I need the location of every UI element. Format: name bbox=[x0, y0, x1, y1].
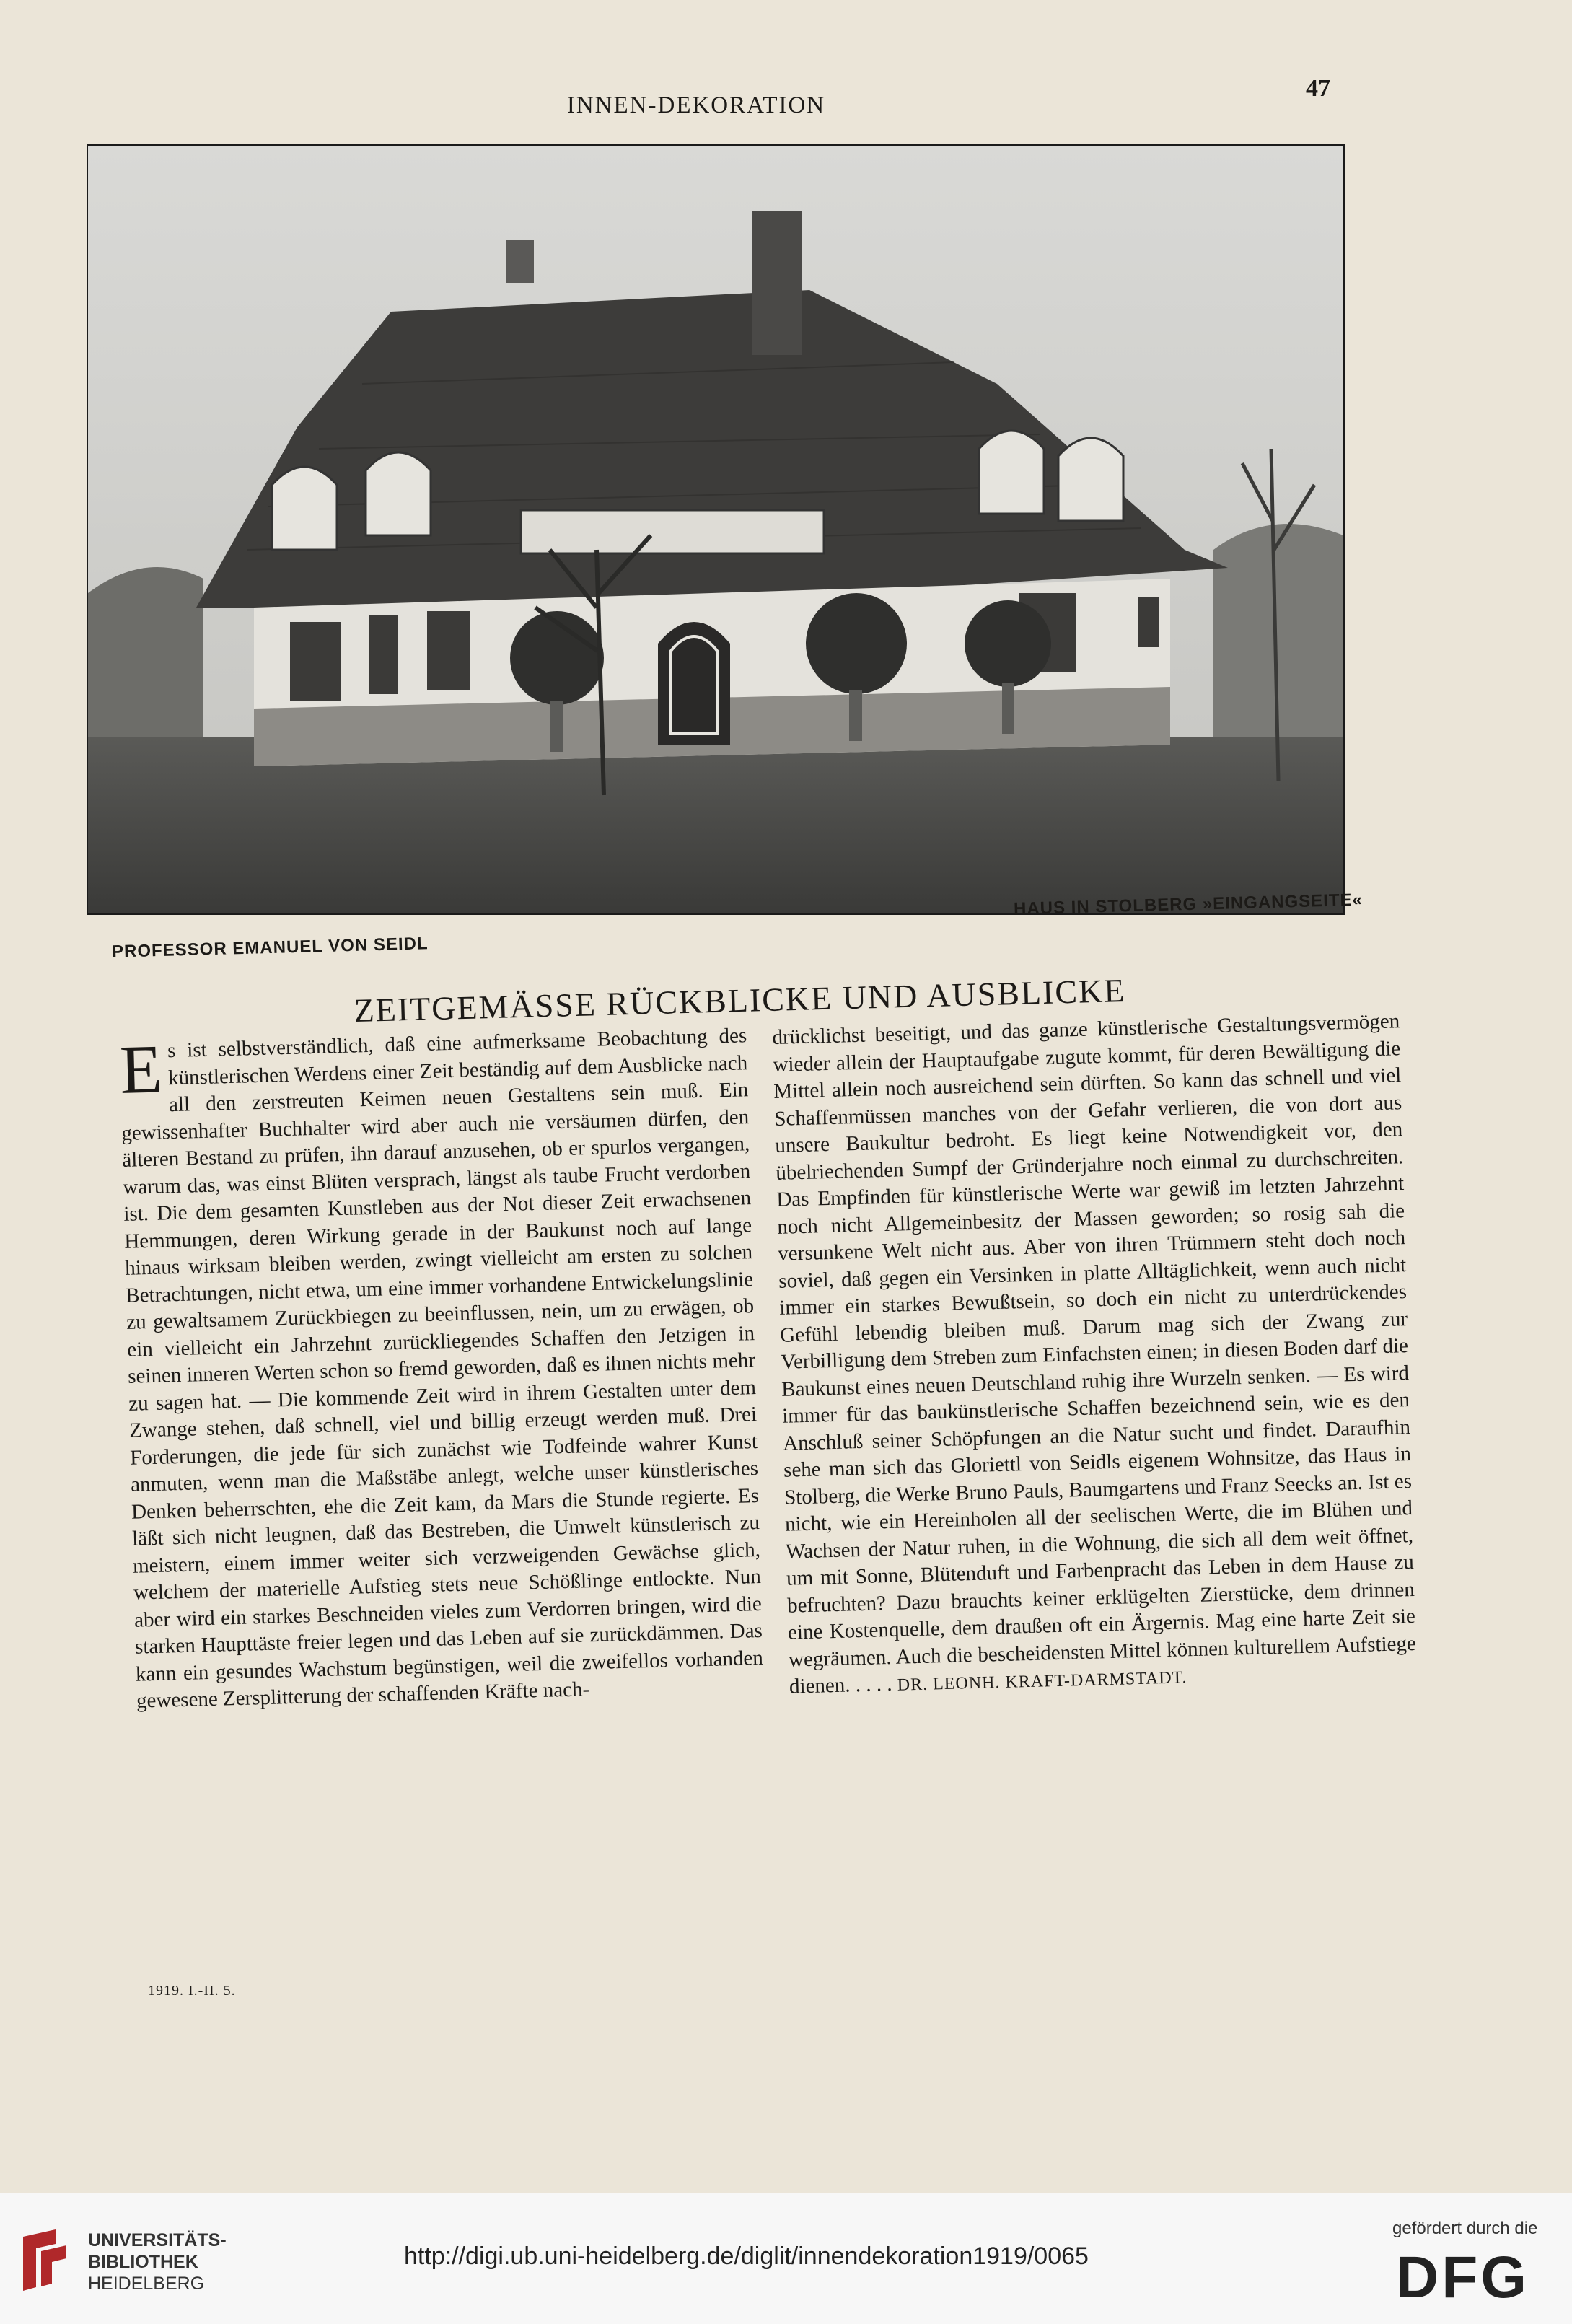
library-footer bbox=[0, 2193, 1572, 2324]
photo-caption-title: HAUS IN STOLBERG »EINGANGSEITE« bbox=[1013, 890, 1364, 919]
house-photograph bbox=[87, 144, 1345, 915]
institution-line-3: HEIDELBERG bbox=[88, 2273, 205, 2294]
permalink-url[interactable]: http://digi.ub.uni-heidelberg.de/diglit/innendekoration1919/0065 bbox=[404, 2242, 1089, 2270]
article-column-left bbox=[119, 1022, 764, 1715]
institution-name bbox=[88, 2229, 227, 2294]
issue-mark: 1919. I.-II. 5. bbox=[148, 1983, 236, 1999]
institution-line-1: UNIVERSITÄTS- bbox=[88, 2230, 227, 2250]
article-column-right bbox=[772, 1008, 1417, 1702]
page-number: 47 bbox=[1306, 75, 1330, 102]
funder-text: gefördert durch die bbox=[1392, 2219, 1538, 2238]
university-library-logo-icon bbox=[16, 2226, 74, 2294]
running-head: INNEN-DEKORATION bbox=[566, 92, 826, 118]
drop-cap: E bbox=[118, 1030, 164, 1108]
dfg-logo: DFG bbox=[1396, 2245, 1530, 2310]
author-signature: DR. LEONH. KRAFT-DARMSTADT. bbox=[897, 1668, 1187, 1695]
photo-caption-architect: PROFESSOR EMANUEL VON SEIDL bbox=[111, 934, 429, 962]
house-illustration bbox=[88, 146, 1343, 913]
article-title: ZEITGEMÄSSE RÜCKBLICKE UND AUSBLICKE bbox=[354, 971, 1126, 1029]
institution-line-2: BIBLIOTHEK bbox=[88, 2252, 198, 2272]
right-column-text: drücklichst beseitigt, und das ganze künstlerische Gestaltungsvermögen wieder allein der Hauptaufgabe zugute kommt, für deren Bewältigung die Mittel allein noch ausreichend sein dürften. So kann das schnell und viel Schaffenmüssen manches von der Gefahr verlieren, die von dort aus unsere Baukultur bedroht. Es liegt keine Notwendigkeit vor, den übelriechenden Sumpf der Gründerjahre noch einmal zu durchschreiten. Das Empfinden für künstlerische Werte war gewiß im letzten Jahrzehnt noch nicht Allgemeinbesitz der Massen geworden; so rosig sah die versunkene Welt nicht aus. Aber von ihren Trümmern steht doch noch soviel, daß gegen ein Versinken in platte Alltäglichkeit, wenn auch nicht immer ein starkes Bewußtsein, so doch ein nicht zu unterdrückendes Gefühl lebendig bleiben muß. Darum mag sich der Zwang zur Verbilligung dem Streben zum Einfachsten einen; in diesen Boden darf die Baukunst eines neuen Deutschland ruhig ihre Wurzeln senken. — Es wird immer für das baukünstlerische Schaffen bezeichnend sein, wie es den Anschluß seiner Schöpfungen an die Natur sucht und findet. Daraufhin sehe man sich das Gloriettl von Seidls eigenem Wohnsitze, das Haus in Stolberg, die Werke Bruno Pauls, Baumgartens und Franz Seecks an. Ist es nicht, wie ein Hereinholen all der seelischen Werte, die im Blühen und Wachsen der Natur ruhen, in die Wohnung, die sich all dem weit öffnet, um mit Sonne, Blütenduft und Farbenpracht das Leben in dem Hause zu befruchten? Dazu brauchts keiner erklügelten Zierstücke, dem drinnen eine Kostenquelle, dem draußen oft ein Ärgernis. Mag eine harte Zeit sie wegräumen. Auch die bescheidensten Mittel können kulturellem Aufstiege dienen. . . . . bbox=[772, 1009, 1417, 1698]
left-column-text: s ist selbstverständlich, daß eine aufmerksame Beobachtung des künstlerischen Werdens einer Zeit beständig auf dem Ausblicke nach all den zerstreuten Keimen neuen Gestaltens sein muß. Ein gewissenhafter Buchhalter wird aber auch nie versäumen dürfen, den älteren Bestand zu prüfen, ihn darauf anzusehen, ob er spurlos vergangen, warum das, was einst Blüten versprach, längst als taube Frucht verdorben ist. Die dem gesamten Kunstleben aus der Not dieser Zeit erwachsenen Hemmungen, deren Wirkung gerade in der Baukunst noch auf lange hinaus wirksam bleiben werden, zwingt vielleicht am ersten zu solchen Betrachtungen, nicht etwa, um eine immer vorhandene Entwickelungslinie zu gewaltsamem Zurückbiegen zu beeinflussen, nein, um zu erwägen, ob ein vielleicht ein Jahrzehnt zurückliegendes Schaffen den Jetzigen in seinen inneren Werten schon so fremd geworden, daß es ihnen nichts mehr zu sagen hat. — Die kommende Zeit wird in ihrem Gestalten unter dem Zwange stehen, daß schnell, viel und billig erzeugt werden muß. Drei Forderungen, die jede für sich zunächst wie Todfeinde wahrer Kunst anmuten, wenn man die Maßstäbe anlegt, welche unser künstlerisches Denken beherrschten, ehe die Zeit kam, da Mars die Stunde regierte. Es läßt sich nicht leugnen, daß das Bestreben, die Umwelt künstlerisch zu meistern, einem immer weiter sich verzweigenden Gewächse glich, welchem der materielle Aufstieg stets neue Schößlinge entlockte. Nun aber wird ein starkes Beschneiden vieles zum Verdorren bringen, wird die starken Haupttäste freier legen und das Leben auf sie zurückdämmen. Das kann ein gesundes Wachstum begünstigen, weil die zweifellos vorhanden gewesene Zersplitterung der schaffenden Kräfte nach- bbox=[120, 1024, 764, 1713]
